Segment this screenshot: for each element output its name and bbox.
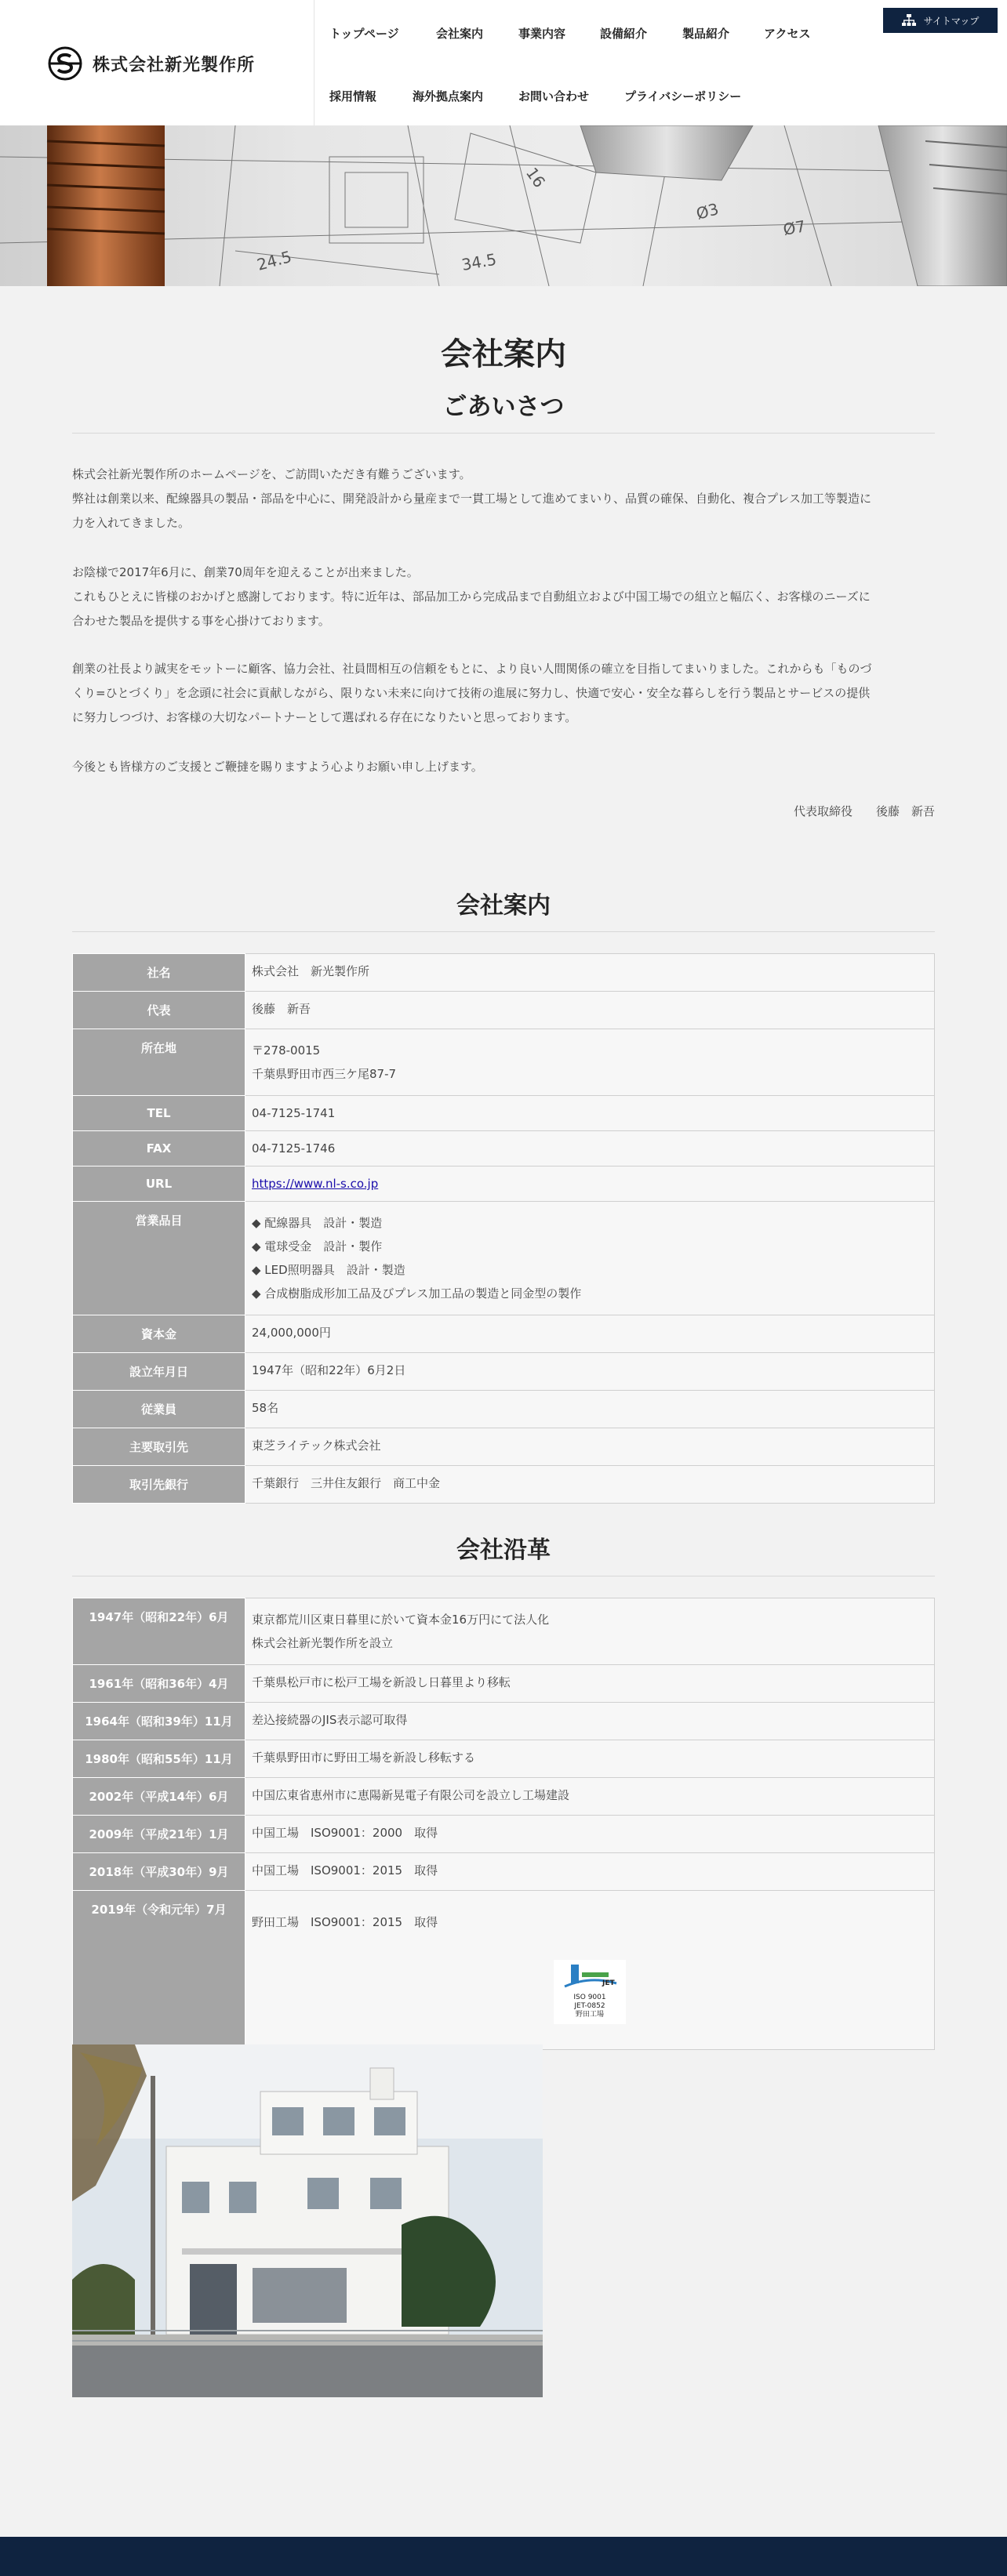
svg-text:Ø3: Ø3 (694, 199, 721, 223)
company-row-line: ◆ LED照明器具 設計・製造 (252, 1263, 405, 1277)
company-row-value (245, 1166, 935, 1202)
history-event (245, 1598, 935, 1665)
history-event (245, 1853, 935, 1891)
sitemap-label: サイトマップ (923, 15, 980, 27)
iso-badge-brand: JET (602, 1979, 615, 1987)
company-row-value (245, 1428, 935, 1466)
company-row-label: 設立年月日 (73, 1353, 245, 1391)
company-row-line: ◆ 合成樹脂成形加工品及びプレス加工品の製造と同金型の製作 (252, 1286, 582, 1301)
nav-top[interactable]: トップページ (329, 27, 399, 41)
iso-certification-icon (554, 1960, 626, 2024)
company-info-table (72, 953, 935, 1504)
iso-badge-line: ISO 9001 (573, 1994, 606, 2001)
greeting-paragraph-4 (72, 755, 935, 779)
company-row (73, 1466, 935, 1504)
company-row-line: 58名 (252, 1401, 279, 1415)
history-date: 1961年（昭和36年）4月 (73, 1665, 245, 1703)
page-title: 会社案内 (441, 336, 566, 372)
company-row-line: 千葉銀行 三井住友銀行 商工中金 (252, 1476, 441, 1490)
company-row (73, 1391, 935, 1428)
history-event-line: 千葉県野田市に野田工場を新設し移転する (252, 1751, 476, 1765)
history-date: 2009年（平成21年）1月 (73, 1816, 245, 1853)
logo-text: 株式会社新光製作所 (93, 55, 256, 75)
sitemap-icon (902, 14, 916, 27)
history-event (245, 1778, 935, 1816)
history-event (245, 1740, 935, 1778)
greeting-line: 株式会社新光製作所のホームページを、ご訪問いただき有難うございます。 (72, 467, 471, 481)
company-row-value (245, 954, 935, 992)
company-row-line: 04-7125-1746 (252, 1141, 336, 1156)
greeting-line: 弊社は創業以来、配線器具の製品・部品を中心に、開発設計から量産まで一貫工場として進めてまいり、品質の確保、自動化、複合プレス加工等製造に (72, 492, 871, 506)
history-event-line: 中国工場 ISO9001：2015 取得 (252, 1863, 438, 1878)
company-row-value (245, 992, 935, 1029)
nav-privacy[interactable]: プライバシーポリシー (624, 89, 742, 103)
svg-text:16: 16 (522, 164, 550, 191)
company-row-label: 営業品目 (73, 1202, 245, 1315)
company-row (73, 1428, 935, 1466)
history-heading: 会社沿革 (72, 1530, 935, 1576)
company-row (73, 1096, 935, 1131)
company-row-value (245, 1315, 935, 1353)
company-row (73, 1315, 935, 1353)
greeting-paragraph-1 (72, 463, 935, 535)
history-event (245, 1816, 935, 1853)
greeting-line: に努力しつづけ、お客様の大切なパートナーとして選ばれる存在になりたいと思っております。 (72, 710, 577, 724)
history-event (245, 1665, 935, 1703)
company-row-label: 資本金 (73, 1315, 245, 1353)
history-date: 1964年（昭和39年）11月 (73, 1703, 245, 1740)
history-row (73, 1665, 935, 1703)
iso-badge-line: JET-0852 (574, 2002, 605, 2010)
history-event-line: 東京都荒川区東日暮里に於いて資本金16万円にて法人化 (252, 1613, 550, 1627)
company-row-value (245, 1353, 935, 1391)
company-row-value (245, 1029, 935, 1096)
greeting-line: 合わせた製品を提供する事を心掛けております。 (72, 614, 330, 628)
site-logo[interactable] (47, 44, 255, 83)
company-logo-icon (47, 45, 83, 82)
company-row-label: 社名 (73, 954, 245, 992)
company-row (73, 954, 935, 992)
nav-company[interactable]: 会社案内 (436, 27, 484, 41)
history-date: 2002年（平成14年）6月 (73, 1778, 245, 1816)
history-event-line: 千葉県松戸市に松戸工場を新設し日暮里より移転 (252, 1675, 511, 1689)
greeting-line: これもひとえに皆様のおかげと感謝しております。特に近年は、部品加工から完成品まで自動組立および中国工場での組立と幅広く、お客様のニーズに (72, 590, 871, 604)
company-row (73, 992, 935, 1029)
sitemap-button[interactable] (883, 8, 998, 33)
company-row-label: FAX (73, 1131, 245, 1166)
greeting-line: 創業の社長より誠実をモットーに顧客、協力会社、社員間相互の信頼をもとに、より良い人間関係の確立を目指してまいりました。これからも「ものづ (72, 662, 872, 676)
greeting-line: くり=ひとづくり」を念頭に社会に貢献しながら、限りない未来に向けて技術の進展に努力し、快適で安心・安全な暮らしを行う製品とサービスの提供 (72, 686, 871, 700)
greeting-signature: 代表取締役 後藤 新吾 (793, 804, 935, 818)
nav-contact[interactable]: お問い合わせ (518, 89, 590, 103)
company-row-line: 1947年（昭和22年）6月2日 (252, 1363, 406, 1377)
nav-overseas[interactable]: 海外拠点案内 (413, 89, 484, 103)
history-event-line: 差込接続器のJIS表示認可取得 (252, 1713, 408, 1727)
company-row-line: 後藤 新吾 (252, 1002, 311, 1016)
history-date: 1947年（昭和22年）6月 (73, 1598, 245, 1665)
company-row (73, 1202, 935, 1315)
greeting-line: 今後とも皆様方のご支援とご鞭撻を賜りますよう心よりお願い申し上げます。 (72, 760, 483, 774)
company-row-label: 主要取引先 (73, 1428, 245, 1466)
company-row-line: 株式会社 新光製作所 (252, 964, 370, 978)
history-date: 2018年（平成30年）9月 (73, 1853, 245, 1891)
company-row-label: 取引先銀行 (73, 1466, 245, 1504)
greeting-heading: ごあいさつ (72, 386, 935, 434)
history-row (73, 1703, 935, 1740)
company-row (73, 1029, 935, 1096)
company-row-line: ◆ 電球受金 設計・製作 (252, 1239, 383, 1254)
company-row-label: TEL (73, 1096, 245, 1131)
company-row-label: URL (73, 1166, 245, 1202)
company-row (73, 1166, 935, 1202)
svg-text:Ø7: Ø7 (781, 216, 807, 239)
company-row-label: 従業員 (73, 1391, 245, 1428)
history-row (73, 1778, 935, 1816)
history-event (245, 1891, 935, 2050)
nav-recruit[interactable]: 採用情報 (329, 89, 377, 103)
history-row (73, 1816, 935, 1853)
company-row (73, 1353, 935, 1391)
factory-building-photo (72, 2044, 543, 2397)
site-header (0, 0, 1007, 125)
hero-image (0, 125, 1007, 286)
company-row-label: 所在地 (73, 1029, 245, 1096)
company-heading: 会社案内 (72, 886, 935, 932)
history-event-line: 野田工場 ISO9001：2015 取得 (252, 1915, 438, 1929)
iso-badge-line: 野田工場 (575, 2011, 605, 2019)
history-row (73, 1740, 935, 1778)
history-event (245, 1703, 935, 1740)
company-row-value (245, 1466, 935, 1504)
svg-text:34.5: 34.5 (460, 249, 498, 274)
company-row-value (245, 1096, 935, 1131)
company-row-line: 〒278-0015 (252, 1043, 321, 1058)
history-date: 1980年（昭和55年）11月 (73, 1740, 245, 1778)
history-event-line: 株式会社新光製作所を設立 (252, 1636, 394, 1650)
greeting-line: お陰様で2017年6月に、創業70周年を迎えることが出来ました。 (72, 565, 419, 579)
company-url-link[interactable]: https://www.nl-s.co.jp (252, 1177, 379, 1191)
company-row-value (245, 1391, 935, 1428)
nav-business[interactable]: 事業内容 (518, 27, 566, 41)
company-row-line: 東芝ライテック株式会社 (252, 1439, 381, 1453)
history-event-line: 中国工場 ISO9001：2000 取得 (252, 1826, 438, 1840)
company-row-line: 千葉県野田市西三ケ尾87-7 (252, 1067, 397, 1081)
history-row (73, 1598, 935, 1665)
company-row-line: 04-7125-1741 (252, 1106, 336, 1120)
nav-equipment[interactable]: 設備紹介 (600, 27, 648, 41)
history-row (73, 1853, 935, 1891)
greeting-paragraph-3 (72, 657, 935, 730)
company-row-line: ◆ 配線器具 設計・製造 (252, 1216, 383, 1230)
nav-products[interactable]: 製品紹介 (682, 27, 730, 41)
company-row-line: 24,000,000円 (252, 1326, 331, 1340)
blueprint-photo (0, 125, 1007, 286)
site-footer (0, 2537, 1007, 2576)
factory-building-image (72, 2044, 543, 2397)
history-event-line: 中国広東省恵州市に恵陽新晃電子有限公司を設立し工場建設 (252, 1788, 570, 1802)
company-row-label: 代表 (73, 992, 245, 1029)
company-row-value (245, 1202, 935, 1315)
svg-text:24.5: 24.5 (255, 247, 294, 274)
nav-access[interactable]: アクセス (764, 27, 811, 41)
greeting-paragraph-2 (72, 561, 935, 633)
history-table (72, 1598, 935, 2050)
greeting-line: 力を入れてきました。 (72, 516, 191, 530)
history-date: 2019年（令和元年）7月 (73, 1891, 245, 2050)
company-row (73, 1131, 935, 1166)
history-row (73, 1891, 935, 2050)
company-row-value (245, 1131, 935, 1166)
